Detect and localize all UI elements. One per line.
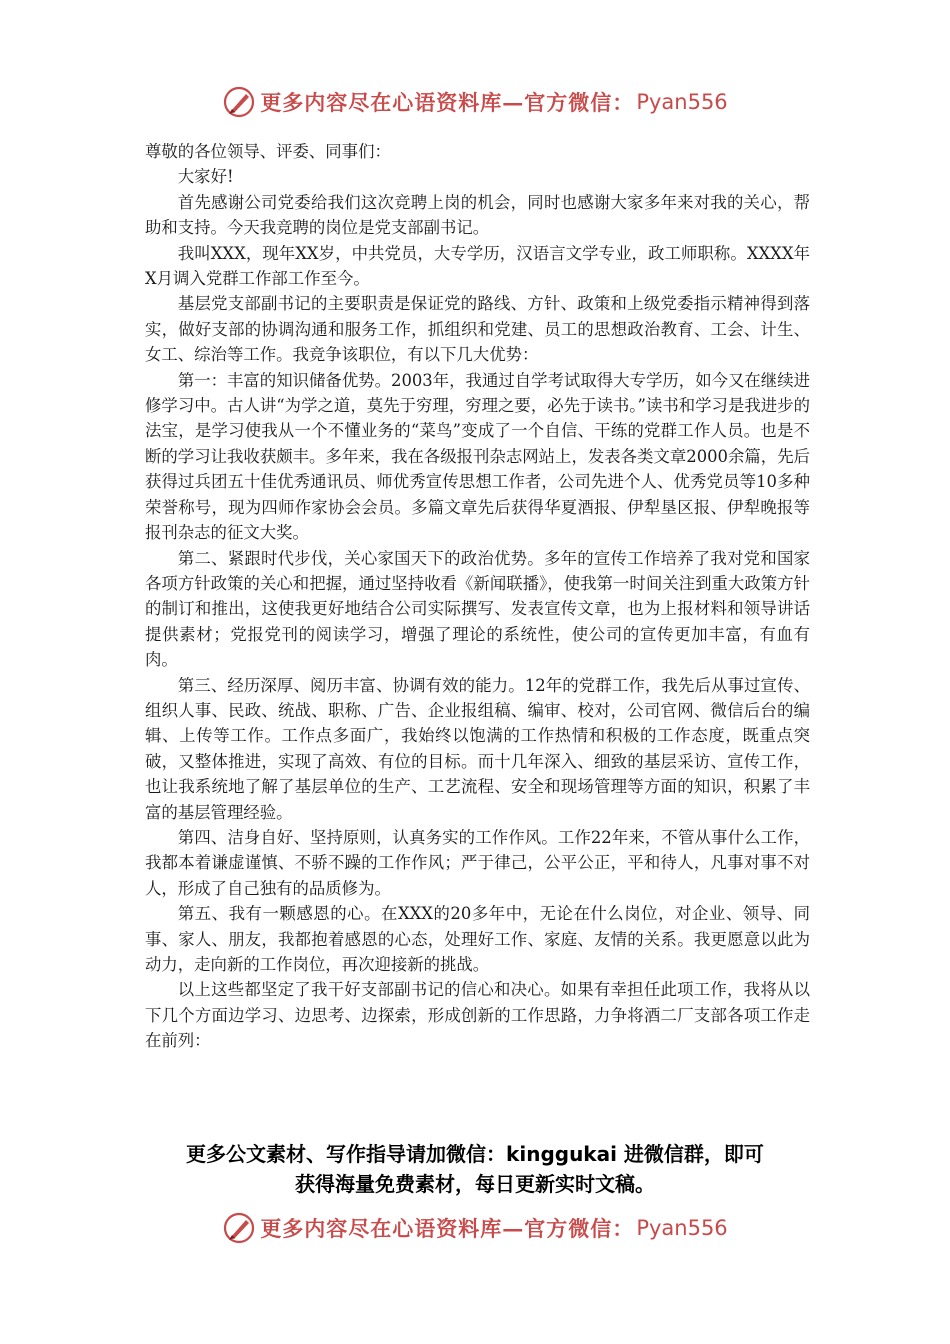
paragraph: 首先感谢公司党委给我们这次竞聘上岗的机会，同时也感谢大家多年来对我的关心，帮助和支持。今天我竞聘的岗位是党支部副书记。: [145, 192, 810, 238]
salutation: 尊敬的各位领导、评委、同事们：: [145, 142, 391, 161]
paragraph: 以上这些都坚定了我干好支部副书记的信心和决心。如果有幸担任此项工作，我将从以下几个方面边学习、边思考、边探索，形成创新的工作思路，力争将酒二厂支部各项工作走在前列：: [145, 980, 810, 1051]
promo-line-2: 获得海量免费素材，每日更新实时文稿。: [295, 1172, 655, 1196]
promo-note: [130, 1139, 820, 1199]
banner-handle: Pyan556: [636, 1216, 728, 1240]
document-body: [145, 139, 810, 1054]
pen-circle-icon: [222, 85, 256, 119]
footer-banner: [0, 1208, 950, 1248]
paragraph: 第二、紧跟时代步伐，关心家国天下的政治优势。多年的宣传工作培养了我对党和国家各项方针政策的关心和把握，通过坚持收看《新闻联播》，使我第一时间关注到重大政策方针的制订和推出，这使我更好地结合公司实际撰写、发表宣传文章，也为上报材料和领导讲话提供素材；党报党刊的阅读学习，增强了理论的系统性，使公司的宣传更加丰富，有血有肉。: [145, 548, 810, 670]
header-banner: [0, 82, 950, 122]
paragraph: 第四、洁身自好、坚持原则，认真务实的工作作风。工作22年来，不管从事什么工作，我都本着谦虚谨慎、不骄不躁的工作作风；严于律己，公平公正，平和待人，凡事对事不对人，形成了自己独有的品质修为。: [145, 827, 810, 898]
paragraph: 第五、我有一颗感恩的心。在XXX的20多年中，无论在什么岗位，对企业、领导、同事、家人、朋友，我都抱着感恩的心态，处理好工作、家庭、友情的关系。我更愿意以此为动力，走向新的工作岗位，再次迎接新的挑战。: [145, 904, 810, 974]
paragraph: 我叫XXX，现年XX岁，中共党员，大专学历，汉语言文学专业，政工师职称。XXXX年X月调入党群工作部工作至今。: [145, 243, 810, 289]
paragraph: 第一：丰富的知识储备优势。2003年，我通过自学考试取得大专学历，如今又在继续进修学习中。古人讲“为学之道，莫先于穷理，穷理之要，必先于读书。”读书和学习是我进步的法宝，是学习使我从一个不懂业务的“菜鸟”变成了一个自信、干练的党群工作人员。也是不断的学习让我收获颇丰。多年来，我在各级报刊杂志网站上，发表各类文章2000余篇，先后获得过兵团五十佳优秀通讯员、师优秀宣传思想工作者，公司先进个人、优秀党员等10多种荣誉称号，现为四师作家协会会员。多篇文章先后获得华夏酒报、伊犁垦区报、伊犁晚报等报刊杂志的征文大奖。: [145, 370, 810, 543]
paragraph: 大家好!: [177, 167, 234, 187]
paragraph: 基层党支部副书记的主要职责是保证党的路线、方针、政策和上级党委指示精神得到落实，做好支部的协调沟通和服务工作，抓组织和党建、员工的思想政治教育、工会、计生、女工、综治等工作。我竞争该职位，有以下几大优势：: [145, 294, 810, 365]
pen-circle-icon: [222, 1211, 256, 1245]
banner-text: 更多内容尽在心语资料库—官方微信：: [260, 1216, 635, 1241]
banner-text: 更多内容尽在心语资料库—官方微信：: [260, 90, 635, 115]
banner-handle: Pyan556: [636, 90, 728, 114]
paragraph: 第三、经历深厚、阅历丰富、协调有效的能力。12年的党群工作，我先后从事过宣传、组织人事、民政、统战、职称、广告、企业报组稿、编审、校对，公司官网、微信后台的编辑、上传等工作。工作点多面广，我始终以饱满的工作热情和积极的工作态度，既重点突破，又整体推进，实现了高效、有位的目标。而十几年深入、细致的基层采访、宣传工作，也让我系统地了解了基层单位的生产、工艺流程、安全和现场管理等方面的知识，积累了丰富的基层管理经验。: [145, 675, 810, 822]
promo-line-1: 更多公文素材、写作指导请加微信：kinggukai 进微信群，即可: [186, 1142, 764, 1166]
